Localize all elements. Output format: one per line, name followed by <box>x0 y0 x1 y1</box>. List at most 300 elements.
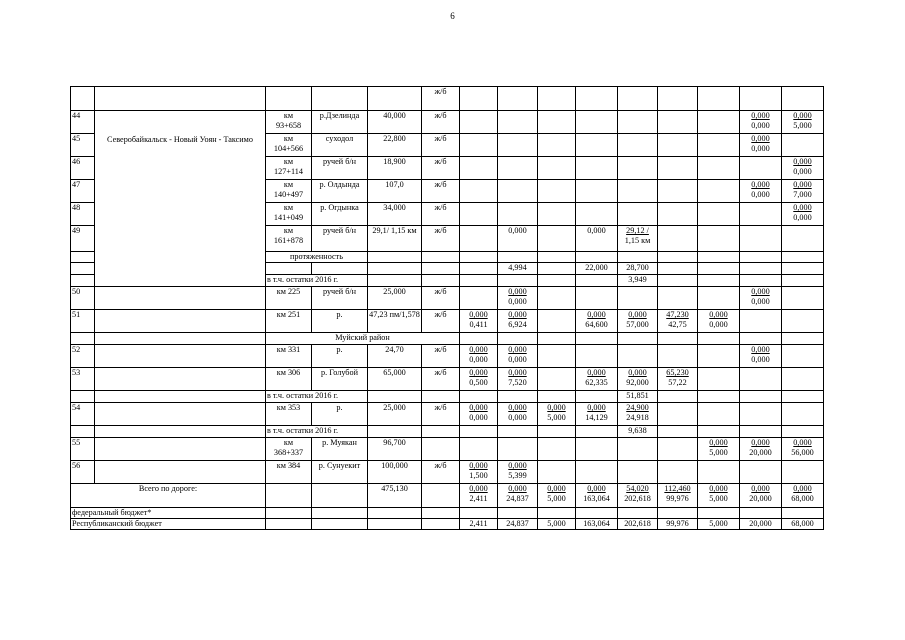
value-cell <box>618 157 658 180</box>
table-cell <box>782 426 824 438</box>
row-number: 51 <box>71 310 95 333</box>
total-label: Всего по дороге: <box>71 484 266 508</box>
remainder-label: в т.ч. остатки 2016 г. <box>266 391 368 403</box>
row-number: 56 <box>71 461 95 484</box>
km-cell: км 225 <box>266 287 312 310</box>
value-cell <box>538 157 576 180</box>
table-cell <box>498 87 538 111</box>
value-cell: 22,000 <box>576 263 618 275</box>
table-cell <box>422 252 460 263</box>
value-cell <box>538 180 576 203</box>
table-cell <box>576 391 618 403</box>
value-cell: 29,12 / 1,15 км <box>618 226 658 252</box>
table-cell <box>740 275 782 287</box>
table-cell <box>658 87 698 111</box>
table-cell <box>498 252 538 263</box>
table-cell <box>618 87 658 111</box>
table-cell <box>698 275 740 287</box>
value-cell <box>460 287 498 310</box>
table-cell <box>266 87 312 111</box>
value-cell: 0,000 24,837 <box>498 484 538 508</box>
table-cell <box>95 461 266 484</box>
table-cell <box>460 508 498 519</box>
table-cell <box>71 426 95 438</box>
value-cell <box>698 157 740 180</box>
value-cell: 20,000 <box>740 519 782 530</box>
value-cell: 0,000 57,000 <box>618 310 658 333</box>
structure-type <box>422 438 460 461</box>
object-size: 34,000 <box>368 203 422 226</box>
value-cell <box>576 157 618 180</box>
object-size: 47,23 пм/1,578 <box>368 310 422 333</box>
table-cell <box>498 333 538 345</box>
value-cell <box>460 180 498 203</box>
object-size: 65,000 <box>368 368 422 391</box>
value-cell: 47,230 42,75 <box>658 310 698 333</box>
table-cell <box>658 275 698 287</box>
value-cell <box>498 180 538 203</box>
value-cell <box>740 368 782 391</box>
value-cell: 0,000 2,411 <box>460 484 498 508</box>
value-cell: 4,994 <box>498 263 538 275</box>
value-cell: 5,000 <box>698 519 740 530</box>
table-cell <box>266 263 312 275</box>
structure-type: ж/б <box>422 345 460 368</box>
value-cell: 99,976 <box>658 519 698 530</box>
table-cell <box>498 426 538 438</box>
table-cell <box>368 508 422 519</box>
value-cell <box>658 203 698 226</box>
value-cell: 0,000 0,500 <box>460 368 498 391</box>
km-cell: км 127+114 <box>266 157 312 180</box>
structure-type: ж/б <box>422 180 460 203</box>
table-cell <box>95 426 266 438</box>
table-cell <box>658 252 698 263</box>
value-cell <box>740 403 782 426</box>
row-number: 52 <box>71 345 95 368</box>
row-number: 45 <box>71 134 95 157</box>
table-cell <box>782 333 824 345</box>
federal-budget-label: федеральный бюджет* <box>71 508 266 519</box>
table-cell <box>266 484 312 508</box>
value-cell <box>498 438 538 461</box>
km-cell: км 161+878 <box>266 226 312 252</box>
length-label: протяженность <box>266 252 368 263</box>
value-cell: 0,000 0,000 <box>740 287 782 310</box>
table-cell <box>368 426 422 438</box>
table-body <box>71 87 824 530</box>
object-name: р. Олдында <box>312 180 368 203</box>
value-cell <box>618 203 658 226</box>
table-cell <box>368 87 422 111</box>
value-cell <box>538 345 576 368</box>
value-cell <box>782 368 824 391</box>
table-cell <box>498 275 538 287</box>
object-size: 18,900 <box>368 157 422 180</box>
value-cell <box>538 226 576 252</box>
table-row <box>71 87 824 111</box>
table-row <box>71 403 824 426</box>
structure-type: ж/б <box>422 226 460 252</box>
table-cell <box>266 519 312 530</box>
table-cell <box>422 508 460 519</box>
table-cell <box>498 391 538 403</box>
value-cell: 0,000 0,000 <box>498 287 538 310</box>
table-cell <box>312 508 368 519</box>
value-cell <box>538 461 576 484</box>
object-name: р. <box>312 403 368 426</box>
value-cell <box>698 345 740 368</box>
km-cell: км 384 <box>266 461 312 484</box>
table-cell <box>618 252 658 263</box>
structure-type: ж/б <box>422 157 460 180</box>
table-cell <box>782 87 824 111</box>
row-number: 46 <box>71 157 95 180</box>
value-cell: 0,000 0,000 <box>782 203 824 226</box>
value-cell <box>538 263 576 275</box>
value-cell <box>658 345 698 368</box>
value-cell <box>782 134 824 157</box>
table-cell <box>740 508 782 519</box>
table-cell <box>618 508 658 519</box>
row-number: 53 <box>71 368 95 391</box>
value-cell <box>740 226 782 252</box>
value-cell <box>740 461 782 484</box>
row-number: 44 <box>71 111 95 134</box>
value-cell <box>576 111 618 134</box>
value-cell: 0,000 <box>576 226 618 252</box>
value-cell: 2,411 <box>460 519 498 530</box>
value-cell <box>576 345 618 368</box>
value-cell: 54,020 202,618 <box>618 484 658 508</box>
total-size: 475,130 <box>368 484 422 508</box>
value-cell: 0,000 64,600 <box>576 310 618 333</box>
table-cell <box>698 391 740 403</box>
table-cell <box>95 391 266 403</box>
table-cell <box>658 426 698 438</box>
table-cell <box>422 519 460 530</box>
value-cell: 24,837 <box>498 519 538 530</box>
table-cell <box>71 275 95 287</box>
table-cell <box>422 426 460 438</box>
value-cell <box>498 111 538 134</box>
km-cell: км 93+658 <box>266 111 312 134</box>
value-cell <box>782 310 824 333</box>
structure-type: ж/б <box>422 287 460 310</box>
table-cell <box>782 508 824 519</box>
row-number: 55 <box>71 438 95 461</box>
republic-budget-label: Республиканский бюджет <box>71 519 266 530</box>
value-cell: 0,000 <box>498 226 538 252</box>
table-row <box>71 461 824 484</box>
value-cell <box>538 287 576 310</box>
table-cell <box>95 345 266 368</box>
value-cell: 0,000 163,064 <box>576 484 618 508</box>
value-cell <box>698 263 740 275</box>
object-size: 22,800 <box>368 134 422 157</box>
km-cell: км 331 <box>266 345 312 368</box>
table-cell <box>312 263 368 275</box>
table-cell <box>460 252 498 263</box>
value-cell: 0,000 0,000 <box>498 345 538 368</box>
value-cell: 202,618 <box>618 519 658 530</box>
value-cell <box>460 263 498 275</box>
object-size: 100,000 <box>368 461 422 484</box>
value-cell <box>460 111 498 134</box>
value-cell <box>538 310 576 333</box>
table-cell <box>698 333 740 345</box>
value-cell <box>576 203 618 226</box>
value-cell: 24,900 24,918 <box>618 403 658 426</box>
value-cell <box>460 157 498 180</box>
value-cell <box>782 263 824 275</box>
object-name: ручей б/н <box>312 157 368 180</box>
value-cell <box>576 180 618 203</box>
value-cell: 0,000 7,000 <box>782 180 824 203</box>
value-cell <box>498 203 538 226</box>
table-cell <box>95 403 266 426</box>
table-cell <box>368 391 422 403</box>
table-cell <box>740 252 782 263</box>
km-cell: км 140+497 <box>266 180 312 203</box>
object-size: 25,000 <box>368 287 422 310</box>
value-cell <box>618 438 658 461</box>
value-cell <box>538 111 576 134</box>
table-cell <box>460 87 498 111</box>
table-cell <box>71 263 95 275</box>
table-cell <box>538 275 576 287</box>
table-cell <box>658 508 698 519</box>
value-cell: 65,230 57,22 <box>658 368 698 391</box>
value-cell: 0,000 5,000 <box>698 438 740 461</box>
table-cell <box>460 333 498 345</box>
value-cell <box>618 111 658 134</box>
value-cell: 0,000 1,500 <box>460 461 498 484</box>
table-cell <box>782 391 824 403</box>
table-cell <box>740 426 782 438</box>
km-cell: км 368+337 <box>266 438 312 461</box>
value-cell: 0,000 0,000 <box>782 157 824 180</box>
value-cell <box>740 157 782 180</box>
structure-type: ж/б <box>422 368 460 391</box>
value-cell: 0,000 0,000 <box>498 403 538 426</box>
object-name: р. Огдынка <box>312 203 368 226</box>
value-cell: 0,000 0,000 <box>698 310 740 333</box>
value-cell <box>658 134 698 157</box>
table-cell <box>95 87 266 111</box>
table-cell <box>658 391 698 403</box>
table-cell <box>698 426 740 438</box>
value-cell <box>538 368 576 391</box>
value-cell: 0,000 92,000 <box>618 368 658 391</box>
table-row <box>71 368 824 391</box>
structure-type: ж/б <box>422 461 460 484</box>
table-cell <box>460 275 498 287</box>
table-row <box>71 484 824 508</box>
object-size: 107,0 <box>368 180 422 203</box>
value-cell: 0,000 20,000 <box>740 484 782 508</box>
value-cell <box>576 134 618 157</box>
table-cell <box>95 287 266 310</box>
table-cell <box>95 310 266 333</box>
table-cell <box>698 252 740 263</box>
km-cell: км 353 <box>266 403 312 426</box>
value-cell <box>658 287 698 310</box>
value-cell <box>618 134 658 157</box>
value-cell: 28,700 <box>618 263 658 275</box>
value-cell: 0,000 20,000 <box>740 438 782 461</box>
value-cell <box>618 180 658 203</box>
value-cell: 163,064 <box>576 519 618 530</box>
table-cell <box>538 87 576 111</box>
value-cell <box>698 180 740 203</box>
table-row <box>71 333 824 345</box>
value-cell <box>740 263 782 275</box>
value-cell <box>576 287 618 310</box>
table-row <box>71 287 824 310</box>
km-cell: км 141+049 <box>266 203 312 226</box>
value-cell <box>658 263 698 275</box>
row-number: 50 <box>71 287 95 310</box>
structure-type: ж/б <box>422 134 460 157</box>
value-cell <box>698 134 740 157</box>
table-cell <box>576 508 618 519</box>
structure-type: ж/б <box>422 203 460 226</box>
table-row <box>71 391 824 403</box>
table-cell <box>618 333 658 345</box>
value-cell <box>498 134 538 157</box>
value-cell: 9,638 <box>618 426 658 438</box>
value-cell <box>658 157 698 180</box>
table-cell <box>312 87 368 111</box>
km-cell: км 104+566 <box>266 134 312 157</box>
value-cell <box>538 134 576 157</box>
value-cell <box>698 461 740 484</box>
table-cell <box>698 87 740 111</box>
row-number: 49 <box>71 226 95 252</box>
table-cell <box>95 438 266 461</box>
object-name: р. Сунуекит <box>312 461 368 484</box>
value-cell <box>618 461 658 484</box>
value-cell: 0,000 5,399 <box>498 461 538 484</box>
value-cell: 0,000 7,520 <box>498 368 538 391</box>
object-name: р. <box>312 345 368 368</box>
value-cell: 0,000 62,335 <box>576 368 618 391</box>
object-size: 40,000 <box>368 111 422 134</box>
value-cell: 51,851 <box>618 391 658 403</box>
value-cell: 3,949 <box>618 275 658 287</box>
table-row <box>71 438 824 461</box>
value-cell: 0,000 5,000 <box>782 111 824 134</box>
table-cell <box>538 391 576 403</box>
value-cell <box>658 180 698 203</box>
table-cell <box>422 263 460 275</box>
value-cell: 0,000 0,000 <box>740 134 782 157</box>
table-row <box>71 519 824 530</box>
table-cell <box>266 508 312 519</box>
table-cell <box>422 275 460 287</box>
table-cell <box>576 426 618 438</box>
table-cell <box>71 333 95 345</box>
value-cell <box>698 368 740 391</box>
value-cell <box>782 403 824 426</box>
remainder-label: в т.ч. остатки 2016 г. <box>266 275 368 287</box>
value-cell: 0,000 14,129 <box>576 403 618 426</box>
table-cell <box>422 391 460 403</box>
value-cell <box>618 287 658 310</box>
object-size: 24,70 <box>368 345 422 368</box>
value-cell: 0,000 5,000 <box>538 403 576 426</box>
row-number: 48 <box>71 203 95 226</box>
km-cell: км 306 <box>266 368 312 391</box>
value-cell <box>658 438 698 461</box>
table-cell <box>368 519 422 530</box>
value-cell: 0,000 0,000 <box>460 345 498 368</box>
table-cell <box>782 252 824 263</box>
value-cell <box>658 111 698 134</box>
value-cell <box>618 345 658 368</box>
table-cell <box>368 263 422 275</box>
structure-type: ж/б <box>422 111 460 134</box>
table-cell <box>71 391 95 403</box>
row-number: 47 <box>71 180 95 203</box>
value-cell: 0,000 0,000 <box>740 180 782 203</box>
value-cell <box>658 403 698 426</box>
table-cell <box>422 484 460 508</box>
table-cell <box>538 426 576 438</box>
structure-type: ж/б <box>422 87 460 111</box>
value-cell: 5,000 <box>538 519 576 530</box>
table-cell <box>740 87 782 111</box>
value-cell <box>782 226 824 252</box>
road-name: Северобайкальск - Новый Уоян - Таксимо <box>95 111 266 287</box>
table-cell <box>368 252 422 263</box>
value-cell <box>460 226 498 252</box>
table-row <box>71 508 824 519</box>
value-cell <box>460 134 498 157</box>
table-cell <box>95 368 266 391</box>
district-label: Муйский район <box>266 333 460 345</box>
table-cell <box>538 508 576 519</box>
value-cell <box>698 226 740 252</box>
page-number: 6 <box>450 11 455 21</box>
table-cell <box>95 333 266 345</box>
value-cell <box>538 438 576 461</box>
table-cell <box>460 426 498 438</box>
km-cell: км 251 <box>266 310 312 333</box>
value-cell <box>576 461 618 484</box>
value-cell <box>698 203 740 226</box>
object-name: р. Голубой <box>312 368 368 391</box>
value-cell <box>698 111 740 134</box>
object-name: р.Дзелинда <box>312 111 368 134</box>
table-cell <box>312 519 368 530</box>
row-number: 54 <box>71 403 95 426</box>
road-works-table <box>70 86 824 530</box>
value-cell <box>740 310 782 333</box>
value-cell: 0,000 0,411 <box>460 310 498 333</box>
table-row <box>71 426 824 438</box>
value-cell <box>782 345 824 368</box>
value-cell <box>698 287 740 310</box>
value-cell <box>460 203 498 226</box>
object-name: р. <box>312 310 368 333</box>
value-cell: 0,000 0,000 <box>740 111 782 134</box>
table-cell <box>782 275 824 287</box>
object-name: суходол <box>312 134 368 157</box>
table-cell <box>658 333 698 345</box>
value-cell <box>498 157 538 180</box>
